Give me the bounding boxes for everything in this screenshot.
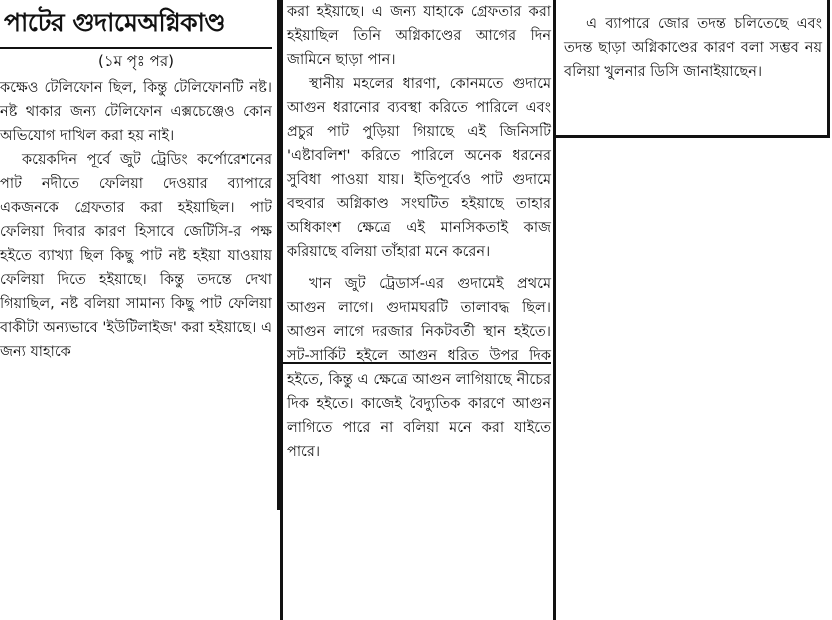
col3-paragraph-1: এ ব্যাপারে জোর তদন্ত চলিতেছে এবং তদন্ত ছাড়া অগ্নিকাণ্ডের কারণ বলা সম্ভব নয় বলিয়া খুলনার ডিসি জানাইয়াছেন। [564, 16, 822, 80]
col2-paragraph-2: স্থানীয় মহলের ধারণা, কোনমতে গুদামে আগুন ধরানোর ব্যবস্থা করিতে পারিলে এবং প্রচুর পাট পুড়িয়া গিয়াছে এই জিনিসটি 'এষ্টাবলিশ' করিতে পারিলে অনেক ধরনের সুবিধা পাওয়া যায়। ইতিপূর্বেও পাট গুদামে বহুবার অগ্নিকাণ্ড সংঘটিত হইয়াছে তাহার অধিকাংশ ক্ষেত্রে এই মানসিকতাই কাজ করিয়াছে বলিয়া তাঁহারা মনে করেন। [287, 76, 551, 260]
col1-paragraph-1: কক্ষেও টেলিফোন ছিল, কিন্তু টেলিফোনটি নষ্ট। নষ্ট থাকার জন্য টেলিফোন এক্সচেঞ্জেও কোন অভিযোগ দাখিল করা হয় নাই। [0, 80, 272, 144]
headline: পাটের গুদামেঅগ্নিকাণ্ড [4, 8, 226, 37]
col2-paragraph-3: খান জুট ট্রেডার্স-এর গুদামেই প্রথমে আগুন লাগে। গুদামঘরটি তালাবদ্ধ ছিল। আগুন লাগে দরজার নিকটবর্তী স্থান হইতে। সট-সার্কিট হইলে আগুন ধরিত উপর দিক হইতে, কিন্তু এ ক্ষেত্রে আগুন লাগিয়াছে নীচের দিক হইতে। কাজেই বৈদ্যুতিক কারণে আগুন লাগিতে পারে না বলিয়া মনে করা যাইতে পারে। [287, 276, 551, 460]
column-2 [283, 0, 551, 618]
column-1 [0, 0, 272, 510]
column-3 [558, 0, 828, 135]
column-rule-3 [553, 0, 556, 620]
headline-underline [0, 47, 272, 49]
continuation-note: (১ম পৃঃ পর) [98, 52, 174, 70]
col1-paragraph-2: কয়েকদিন পূর্বে জুট ট্রেডিং কর্পোরেশনের পাট নদীতে ফেলিয়া দেওয়ার ব্যাপারে একজনকে গ্রেফতার করা হইয়াছিল। পাট ফেলিয়া দিবার কারণ হিসাবে জেটিসি-র পক্ষ হইতে ব্যাখ্যা ছিল কিছু পাট নষ্ট হইয়া যাওয়ায় ফেলিয়া দিতে হইয়াছে। কিন্তু তদন্তে দেখা গিয়াছিল, নষ্ট বলিয়া সামান্য কিছু পাট ফেলিয়া বাকীটা অন্যভাবে 'ইউটিলাইজ' করা হইয়াছে। এ জন্য যাহাকে [0, 152, 272, 360]
col2-paragraph-1: করা হইয়াছে। এ জন্য যাহাকে গ্রেফতার করা হইয়াছিল তিনি অগ্নিকাণ্ডের আগের দিন জামিনে ছাড়া পান। [287, 4, 551, 68]
column-3-box-bottom [555, 135, 830, 138]
